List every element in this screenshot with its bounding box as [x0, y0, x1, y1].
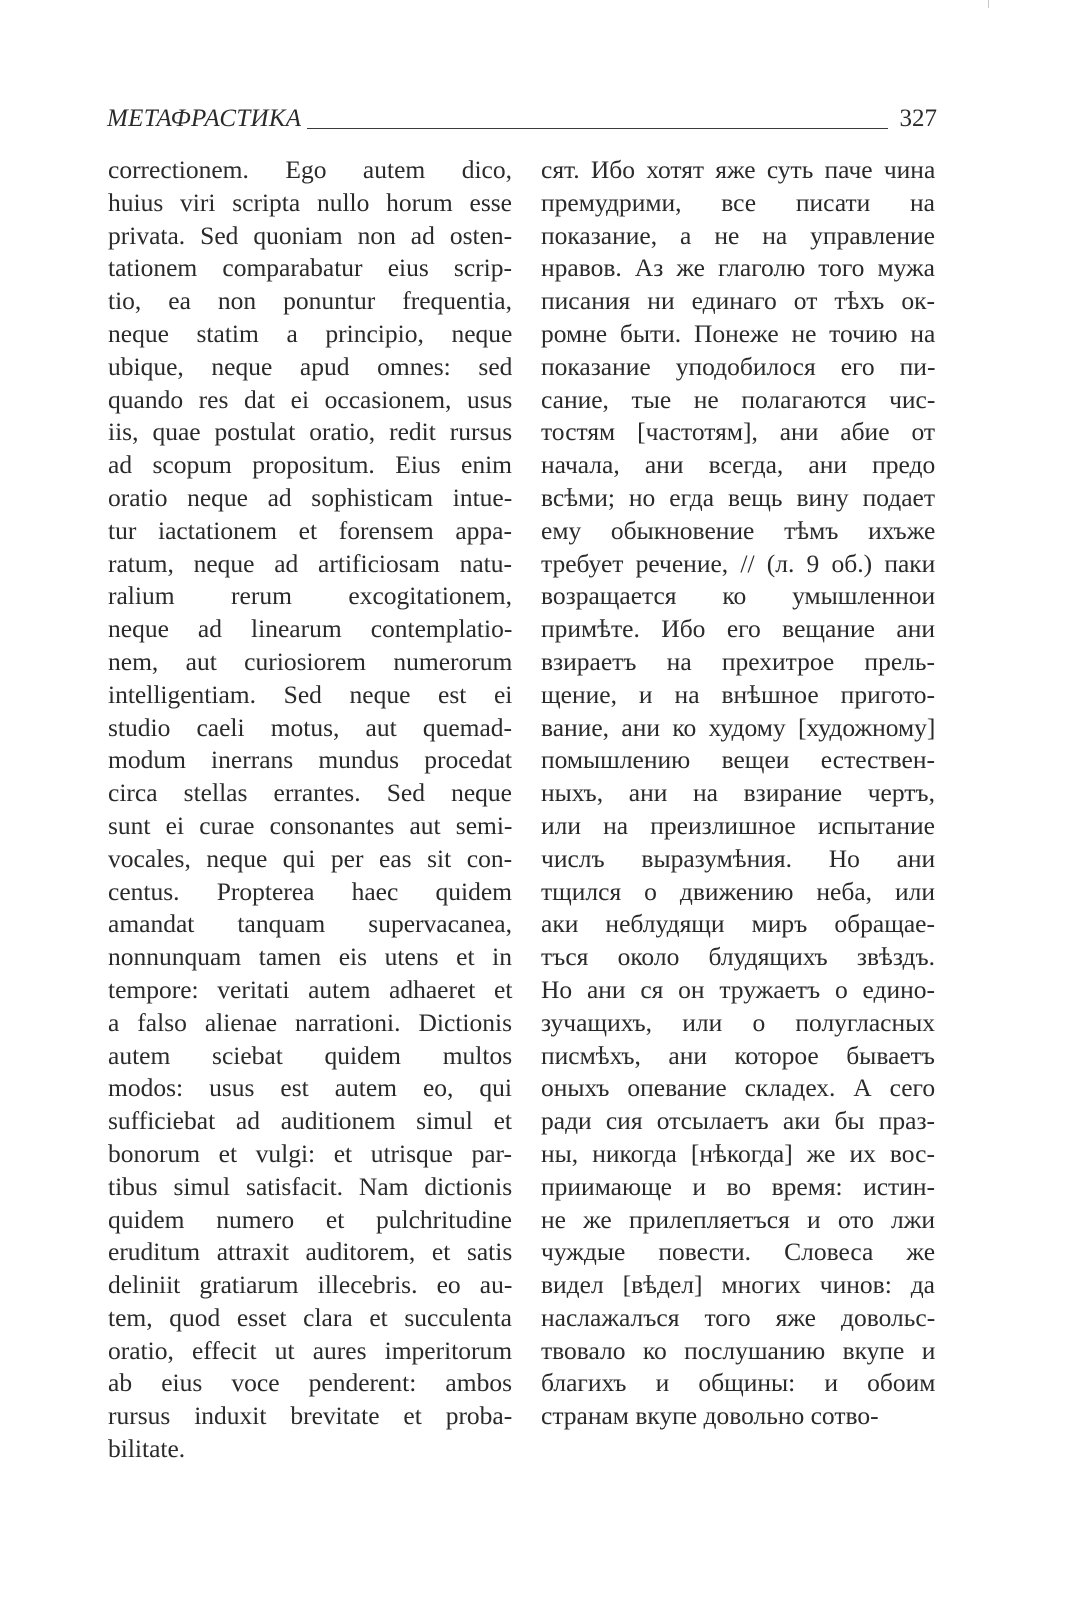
text-line: взираетъ на прехитрое прель-	[541, 646, 935, 676]
text-line: тъся около блудящихъ звѣздъ.	[541, 942, 935, 972]
text-line: Но ани ся он тружаетъ о едино-	[541, 974, 935, 1004]
text-line: приимающе и во время: истин-	[541, 1171, 935, 1201]
text-line: писмѣхъ, ани которое бываетъ	[541, 1040, 935, 1070]
text-line: amandat tanquam supervacanea,	[108, 909, 512, 939]
text-line: eruditum attraxit auditorem, et satis	[108, 1237, 513, 1267]
text-line: писания ни единаго от тѣхъ ок-	[541, 286, 935, 316]
text-line: studio caeli motus, aut quemad-	[108, 712, 513, 742]
text-line: нравов. Аз же глаголю того мужа	[541, 253, 935, 283]
text-line: tem, quod esset clara et succulenta	[108, 1302, 512, 1332]
text-line: ab eius voce penderent: ambos	[108, 1368, 512, 1398]
text-line: оныхъ опевание складех. А сего	[541, 1073, 936, 1103]
text-line: благихъ и общины: и обоим	[541, 1368, 936, 1398]
text-line: ныхъ, ани на взирание чертъ,	[541, 778, 935, 808]
text-line: твовало ко послушанию вкупе и	[541, 1335, 936, 1365]
text-line: всѣми; но егда вещь вину подает	[541, 482, 935, 512]
text-line: не же прилепляетъся и ото лжи	[541, 1204, 935, 1234]
text-line: neque ad linearum contemplatio-	[108, 614, 513, 644]
text-line: tur iactationem et forensem appa-	[108, 515, 512, 545]
text-line: tationem comparabatur eius scrip-	[108, 253, 512, 283]
latin-text-column	[108, 154, 512, 1466]
text-line: показание, а не на управление	[541, 220, 935, 250]
text-line: sunt ei curae consonantes aut semi-	[108, 810, 513, 840]
text-line: ради сия отсылаетъ аки бы праз-	[541, 1106, 936, 1136]
text-line: centus. Propterea haec quidem	[108, 876, 512, 906]
text-line: deliniit gratiarum illecebris. eo au-	[108, 1270, 513, 1300]
scan-edge-mark	[988, 0, 989, 8]
text-line: помышлению вещеи естествен-	[541, 745, 935, 775]
text-line: nem, aut curiosiorem numerorum	[108, 646, 513, 676]
text-line: oratio, effecit ut aures imperitorum	[108, 1335, 513, 1365]
text-line: tibus simul satisfacit. Nam dictionis	[108, 1171, 513, 1201]
text-line: autem sciebat quidem multos	[108, 1040, 513, 1070]
text-line: a falso alienae narrationi. Dictionis	[108, 1007, 512, 1037]
text-line: ad scopum propositum. Eius enim	[108, 450, 512, 480]
text-line: tio, ea non ponuntur frequentia,	[108, 286, 512, 316]
text-line: oratio neque ad sophisticam intue-	[108, 482, 513, 512]
text-line: privata. Sed quoniam non ad osten-	[108, 220, 513, 250]
text-line: iis, quae postulat oratio, redit rursus	[108, 417, 513, 447]
text-line: neque statim a principio, neque	[108, 318, 513, 348]
text-line: nonnunquam tamen eis utens et in	[108, 942, 512, 972]
text-line: тщился о движению неба, или	[541, 876, 935, 906]
page-number: 327	[899, 105, 937, 132]
text-line: тостям [частотям], ани абие от	[541, 417, 935, 447]
text-line: intelligentiam. Sed neque est ei	[108, 679, 513, 709]
text-line: correctionem. Ego autem dico,	[108, 155, 512, 184]
text-line: требует речение, // (л. 9 об.) паки	[541, 548, 936, 578]
text-line: quidem numero et pulchritudine	[108, 1204, 512, 1234]
text-line: tempore: veritati autem adhaeret et	[108, 974, 513, 1004]
text-line: начала, ани всегда, ани предо	[541, 450, 936, 480]
text-line: видел [вѣдел] многих чинов: да	[541, 1270, 935, 1300]
slavonic-text-column	[541, 154, 935, 1433]
text-line: щение, и на внѣшное пригото-	[541, 679, 935, 709]
text-line: modos: usus est autem eo, qui	[108, 1073, 512, 1103]
text-line: rursus induxit brevitate et proba-	[108, 1401, 513, 1431]
text-line: ratum, neque ad artificiosam natu-	[108, 548, 512, 578]
text-line: или на преизлишное испытание	[541, 810, 935, 840]
text-line: чуждые повести. Словеса же	[541, 1237, 936, 1267]
text-line: зучащихъ, или о полугласных	[541, 1007, 935, 1037]
running-title: МЕТАФРАСТИКА	[107, 105, 302, 132]
text-line: vocales, neque qui per eas sit con-	[108, 843, 513, 873]
text-line: circa stellas errantes. Sed neque	[108, 778, 512, 808]
text-line: modum inerrans mundus procedat	[108, 745, 512, 775]
text-line: возращается ко умышленнои	[541, 581, 936, 611]
header-rule	[307, 128, 887, 129]
text-line: сание, тые не полагаются чис-	[541, 384, 936, 414]
text-line: числъ выразумѣния. Но ани	[541, 843, 936, 873]
text-line: ubique, neque apud omnes: sed	[108, 351, 513, 381]
text-line: странам вкупе довольно сотво-	[541, 1401, 879, 1431]
text-line: показание уподобилося его пи-	[541, 351, 936, 381]
text-line: ромне быти. Понеже не точию на	[541, 318, 936, 348]
text-line: вание, ани ко худому [художному]	[541, 712, 936, 742]
running-head	[107, 97, 937, 133]
text-line: ralium rerum excogitationem,	[108, 581, 512, 611]
text-line: примѣте. Ибо его вещание ани	[541, 614, 935, 644]
text-line: bonorum et vulgi: et utrisque par-	[108, 1138, 512, 1168]
text-line: ны, никогда [нѣкогда] же их вос-	[541, 1138, 935, 1168]
text-line: huius viri scripta nullo horum esse	[108, 187, 512, 217]
text-line: аки неблудящи миръ обращае-	[541, 909, 935, 939]
text-line: премудрими, все писати на	[541, 187, 935, 217]
text-line: ему обыкновение тѣмъ ихъже	[541, 515, 936, 545]
text-line: сят. Ибо хотят яже суть паче чина	[541, 155, 936, 184]
text-line: sufficiebat ad auditionem simul et	[108, 1106, 512, 1136]
text-line: quando res dat ei occasionem, usus	[108, 384, 513, 414]
text-line: наслажалъся того яже довольс-	[541, 1302, 936, 1332]
text-line: bilitate.	[108, 1434, 186, 1464]
